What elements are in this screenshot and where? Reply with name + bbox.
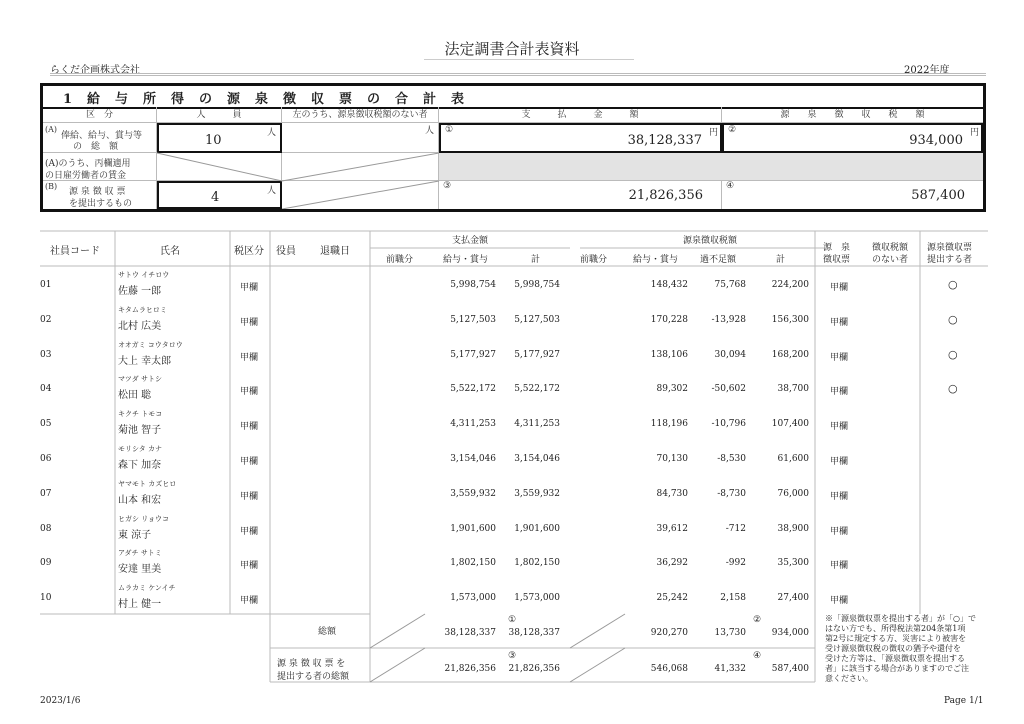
grid-line bbox=[570, 648, 625, 682]
row-tax-salary: 138,106 bbox=[650, 349, 688, 360]
col-tax: 源 泉 徴 収 税 額 bbox=[722, 107, 983, 123]
mark-2: ② bbox=[753, 615, 762, 625]
row-tax-salary: 84,730 bbox=[656, 488, 688, 499]
unit-person: 人 bbox=[266, 128, 276, 138]
row-code: 02 bbox=[40, 314, 52, 325]
submit-tax-diff: 41,332 bbox=[714, 664, 746, 674]
row-pay-salary: 1,573,000 bbox=[450, 593, 496, 604]
row-tax-diff: -50,602 bbox=[711, 384, 746, 395]
row-name: 安達 里美 bbox=[118, 564, 162, 576]
total-tax-diff: 13,730 bbox=[714, 628, 746, 638]
title-underline bbox=[424, 59, 634, 60]
detail-table bbox=[40, 230, 988, 690]
unit-person: 人 bbox=[424, 126, 434, 136]
hdr-tax-total: 計 bbox=[776, 255, 786, 265]
row-gensen: 甲欄 bbox=[830, 317, 849, 328]
col-people: 人 員 bbox=[157, 107, 282, 123]
row-tax-total: 38,900 bbox=[777, 523, 809, 534]
row-kana: キクチ トモコ bbox=[118, 410, 163, 419]
hdr-tax-diff: 過不足額 bbox=[700, 255, 737, 265]
row-tax-total: 156,300 bbox=[771, 314, 809, 325]
row-code: 03 bbox=[40, 349, 52, 360]
col-pay: 支 払 金 額 bbox=[439, 107, 722, 123]
submit-tax-salary: 546,068 bbox=[650, 664, 688, 674]
submit-total-label1: 源 泉 徴 収 票 を bbox=[277, 659, 346, 669]
row-kana: ヤマモト カズヒロ bbox=[118, 479, 177, 488]
note-line: 受けた方等は、「源泉徴収票を提出する bbox=[825, 654, 965, 663]
row-kana: キタムラヒロミ bbox=[118, 305, 167, 314]
mark-3: ③ bbox=[443, 181, 452, 191]
note-line: 第2号に規定する方、災害により被害を bbox=[825, 634, 967, 643]
row-tax-total: 76,000 bbox=[777, 488, 809, 499]
row-name: 松田 聡 bbox=[118, 390, 152, 402]
row-name: 山本 和宏 bbox=[118, 494, 162, 506]
col-kubun: 区 分 bbox=[43, 107, 157, 123]
fiscal-year: 2022年度 bbox=[904, 65, 950, 76]
row-submit-mark: ○ bbox=[948, 278, 958, 291]
row-kana: マツダ サトシ bbox=[118, 375, 162, 384]
mark-2: ② bbox=[728, 125, 737, 135]
row-pay-salary: 5,177,927 bbox=[450, 349, 496, 360]
row-gensen: 甲欄 bbox=[830, 283, 849, 293]
row-tax-total: 224,200 bbox=[771, 280, 809, 290]
row-name: 大上 幸太郎 bbox=[118, 355, 172, 367]
row-name: 村上 健一 bbox=[118, 599, 162, 611]
row-tax-diff: -8,530 bbox=[717, 454, 746, 464]
mark-3: ③ bbox=[508, 651, 517, 661]
row-tax-diff: 30,094 bbox=[714, 349, 746, 360]
hdr-tax-kubun: 税区分 bbox=[234, 246, 264, 257]
row-a-mark: (A) bbox=[45, 125, 58, 134]
total-tax-total: 934,000 bbox=[771, 628, 809, 638]
hdr-pay-salary: 給与・賞与 bbox=[443, 255, 489, 265]
row-mid-label2: の日雇労働者の賃金 bbox=[45, 171, 127, 181]
row-code: 09 bbox=[40, 558, 52, 569]
row-tax-kubun: 甲欄 bbox=[240, 352, 259, 363]
row-name: 森下 加奈 bbox=[118, 460, 162, 471]
grid-line bbox=[570, 614, 625, 648]
row-tax-total: 168,200 bbox=[771, 349, 809, 360]
row-pay-total: 3,154,046 bbox=[514, 454, 560, 464]
row-a-label1: 俸給、給与、賞与等 bbox=[61, 131, 143, 141]
row-tax-total: 35,300 bbox=[777, 558, 809, 569]
hdr-name: 氏名 bbox=[160, 246, 180, 257]
row-submit-mark: ○ bbox=[948, 382, 958, 396]
row-pay-total: 4,311,253 bbox=[514, 419, 560, 430]
hdr-submit2: 提出する者 bbox=[927, 255, 973, 265]
row-gensen: 甲欄 bbox=[830, 491, 849, 502]
row-submit-mark: ○ bbox=[948, 347, 958, 361]
row-name: 東 涼子 bbox=[118, 529, 152, 541]
print-date: 2023/1/6 bbox=[40, 696, 81, 706]
grid-line bbox=[370, 614, 425, 648]
row-kana: オオガミ コウタロウ bbox=[118, 340, 183, 349]
row-a-pay: 38,128,337 bbox=[627, 133, 702, 148]
total-pay-salary: 38,128,337 bbox=[444, 628, 496, 638]
note-line: 者」に該当する場合がありますのでご注 bbox=[825, 664, 969, 673]
submit-pay-salary: 21,826,356 bbox=[444, 664, 496, 674]
submit-pay-total: 21,826,356 bbox=[508, 664, 560, 674]
row-gensen: 甲欄 bbox=[830, 596, 849, 607]
row-tax-kubun: 甲欄 bbox=[240, 457, 259, 467]
row-pay-total: 3,559,932 bbox=[514, 488, 560, 499]
hdr-notax2: のない者 bbox=[872, 255, 909, 265]
row-kana: モリシタ カナ bbox=[118, 445, 162, 453]
header-divider bbox=[50, 75, 986, 76]
row-pay-salary: 1,802,150 bbox=[450, 558, 496, 569]
hdr-code: 社員コード bbox=[50, 246, 100, 257]
row-tax-kubun: 甲欄 bbox=[240, 317, 259, 328]
mark-1: ① bbox=[508, 615, 517, 625]
row-tax-salary: 170,228 bbox=[650, 314, 688, 325]
row-b-label1: 源 泉 徴 収 票 bbox=[69, 187, 126, 197]
unit-person: 人 bbox=[266, 186, 276, 196]
submit-total-label2: 提出する者の総額 bbox=[277, 672, 350, 682]
hdr-notax1: 徴収税額 bbox=[872, 243, 909, 253]
row-b-people: 4 bbox=[211, 190, 220, 205]
row-pay-salary: 5,998,754 bbox=[450, 280, 496, 290]
submit-tax-total: 587,400 bbox=[771, 664, 809, 674]
row-tax-total: 61,600 bbox=[777, 454, 809, 464]
row-tax-diff: -13,928 bbox=[711, 314, 746, 325]
row-code: 01 bbox=[40, 280, 52, 290]
row-kana: ヒガシ リョウコ bbox=[118, 514, 170, 523]
row-name: 菊池 智子 bbox=[118, 425, 162, 437]
row-tax-diff: 2,158 bbox=[720, 593, 746, 604]
row-tax-kubun: 甲欄 bbox=[240, 561, 259, 572]
hdr-pay-group: 支払金額 bbox=[451, 236, 488, 246]
hdr-gensen1: 源 泉 bbox=[823, 243, 851, 253]
row-name: 北村 広美 bbox=[118, 320, 162, 332]
row-pay-total: 5,127,503 bbox=[514, 314, 560, 325]
mark-1: ① bbox=[445, 125, 454, 135]
hdr-pay-prev: 前職分 bbox=[386, 255, 414, 265]
hdr-officer: 役員 bbox=[276, 246, 296, 257]
row-pay-salary: 3,559,932 bbox=[450, 488, 496, 499]
row-code: 10 bbox=[40, 593, 52, 604]
mark-4: ④ bbox=[753, 651, 762, 661]
row-b-pay: 21,826,356 bbox=[628, 188, 703, 203]
row-a-label2: の 総 額 bbox=[73, 142, 119, 152]
row-gensen: 甲欄 bbox=[830, 387, 849, 398]
note-line: 意ください。 bbox=[825, 674, 873, 683]
hdr-retire: 退職日 bbox=[320, 246, 350, 257]
summary-table bbox=[40, 83, 986, 212]
summary-diagonals bbox=[43, 86, 983, 209]
row-tax-salary: 70,130 bbox=[656, 454, 688, 464]
row-kana: ムラカミ ケンイチ bbox=[118, 584, 176, 593]
row-pay-total: 5,998,754 bbox=[514, 280, 560, 290]
row-mid-label1: (A)のうち、丙欄適用 bbox=[45, 159, 131, 169]
row-gensen: 甲欄 bbox=[830, 422, 849, 433]
row-tax-salary: 25,242 bbox=[656, 593, 688, 604]
row-pay-total: 5,177,927 bbox=[514, 349, 560, 360]
row-gensen: 甲欄 bbox=[830, 457, 849, 467]
row-tax-kubun: 甲欄 bbox=[240, 526, 259, 537]
page-number: Page 1/1 bbox=[944, 696, 984, 706]
hdr-tax-group: 源泉徴収税額 bbox=[682, 236, 737, 246]
row-submit-mark: ○ bbox=[948, 312, 958, 326]
summary-heading: 1 給 与 所 得 の 源 泉 徴 収 票 の 合 計 表 bbox=[63, 92, 466, 107]
row-tax-total: 107,400 bbox=[771, 419, 809, 430]
col-no-tax: 左のうち、源泉徴収税額のない者 bbox=[282, 107, 439, 123]
row-pay-salary: 1,901,600 bbox=[450, 523, 496, 534]
unit-yen: 円 bbox=[969, 128, 979, 138]
row-gensen: 甲欄 bbox=[830, 561, 849, 572]
company-name: らくだ企画株式会社 bbox=[50, 65, 140, 76]
row-kana: アダチ サトミ bbox=[118, 549, 162, 558]
row-code: 08 bbox=[40, 523, 52, 534]
unit-yen: 円 bbox=[708, 128, 718, 138]
row-pay-salary: 3,154,046 bbox=[450, 454, 496, 464]
hdr-tax-prev: 前職分 bbox=[580, 255, 608, 265]
note-line: ※「源泉徴収票を提出する者」が「○」で bbox=[825, 614, 976, 623]
row-code: 06 bbox=[40, 454, 52, 464]
row-tax-salary: 148,432 bbox=[650, 280, 688, 290]
total-tax-salary: 920,270 bbox=[650, 628, 688, 638]
row-code: 05 bbox=[40, 419, 52, 430]
row-pay-total: 5,522,172 bbox=[514, 384, 560, 395]
hdr-tax-salary: 給与・賞与 bbox=[633, 255, 679, 265]
hdr-submit1: 源泉徴収票 bbox=[927, 243, 973, 253]
row-tax-salary: 89,302 bbox=[656, 384, 688, 395]
note-line: 受け源泉徴収税の徴収の猶予や還付を bbox=[825, 644, 961, 653]
hdr-pay-total: 計 bbox=[531, 255, 541, 265]
row-pay-total: 1,901,600 bbox=[514, 523, 560, 534]
row-tax-kubun: 甲欄 bbox=[240, 596, 259, 607]
row-tax-salary: 118,196 bbox=[650, 419, 688, 430]
row-pay-salary: 4,311,253 bbox=[450, 419, 496, 430]
row-pay-total: 1,802,150 bbox=[514, 558, 560, 569]
detail-grid bbox=[40, 230, 988, 690]
row-kana: サトウ イチロウ bbox=[118, 271, 170, 279]
row-tax-kubun: 甲欄 bbox=[240, 283, 259, 293]
row-tax-salary: 39,612 bbox=[656, 523, 688, 534]
row-code: 04 bbox=[40, 384, 52, 395]
total-label: 総額 bbox=[318, 627, 337, 637]
hdr-gensen2: 徴収票 bbox=[823, 255, 851, 265]
row-tax-kubun: 甲欄 bbox=[240, 387, 259, 398]
total-pay-total: 38,128,337 bbox=[508, 628, 560, 638]
row-tax-diff: -10,796 bbox=[711, 419, 746, 430]
row-b-mark: (B) bbox=[45, 182, 58, 191]
note-line: はない方でも、所得税法第204条第1項 bbox=[825, 624, 966, 633]
page-title: 法定調書合計表資料 bbox=[444, 40, 580, 58]
row-tax-total: 38,700 bbox=[777, 384, 809, 395]
row-tax-diff: 75,768 bbox=[714, 280, 746, 290]
row-gensen: 甲欄 bbox=[830, 352, 849, 363]
row-tax-kubun: 甲欄 bbox=[240, 491, 259, 502]
row-b-tax: 587,400 bbox=[911, 188, 965, 203]
row-pay-total: 1,573,000 bbox=[514, 593, 560, 604]
row-tax-diff: -8,730 bbox=[717, 488, 746, 499]
row-tax-diff: -992 bbox=[725, 558, 746, 569]
row-pay-salary: 5,127,503 bbox=[450, 314, 496, 325]
row-gensen: 甲欄 bbox=[830, 526, 849, 537]
row-name: 佐藤 一郎 bbox=[118, 286, 162, 297]
row-code: 07 bbox=[40, 488, 52, 499]
row-a-people: 10 bbox=[205, 133, 222, 148]
row-b-label2: を提出するもの bbox=[69, 199, 133, 209]
header-divider bbox=[50, 73, 986, 74]
row-tax-salary: 36,292 bbox=[656, 558, 688, 569]
grid-line bbox=[370, 648, 425, 682]
mark-4: ④ bbox=[726, 181, 735, 191]
row-a-tax: 934,000 bbox=[909, 133, 963, 148]
row-pay-salary: 5,522,172 bbox=[450, 384, 496, 395]
row-tax-total: 27,400 bbox=[777, 593, 809, 604]
row-tax-diff: -712 bbox=[725, 523, 746, 534]
row-tax-kubun: 甲欄 bbox=[240, 422, 259, 433]
